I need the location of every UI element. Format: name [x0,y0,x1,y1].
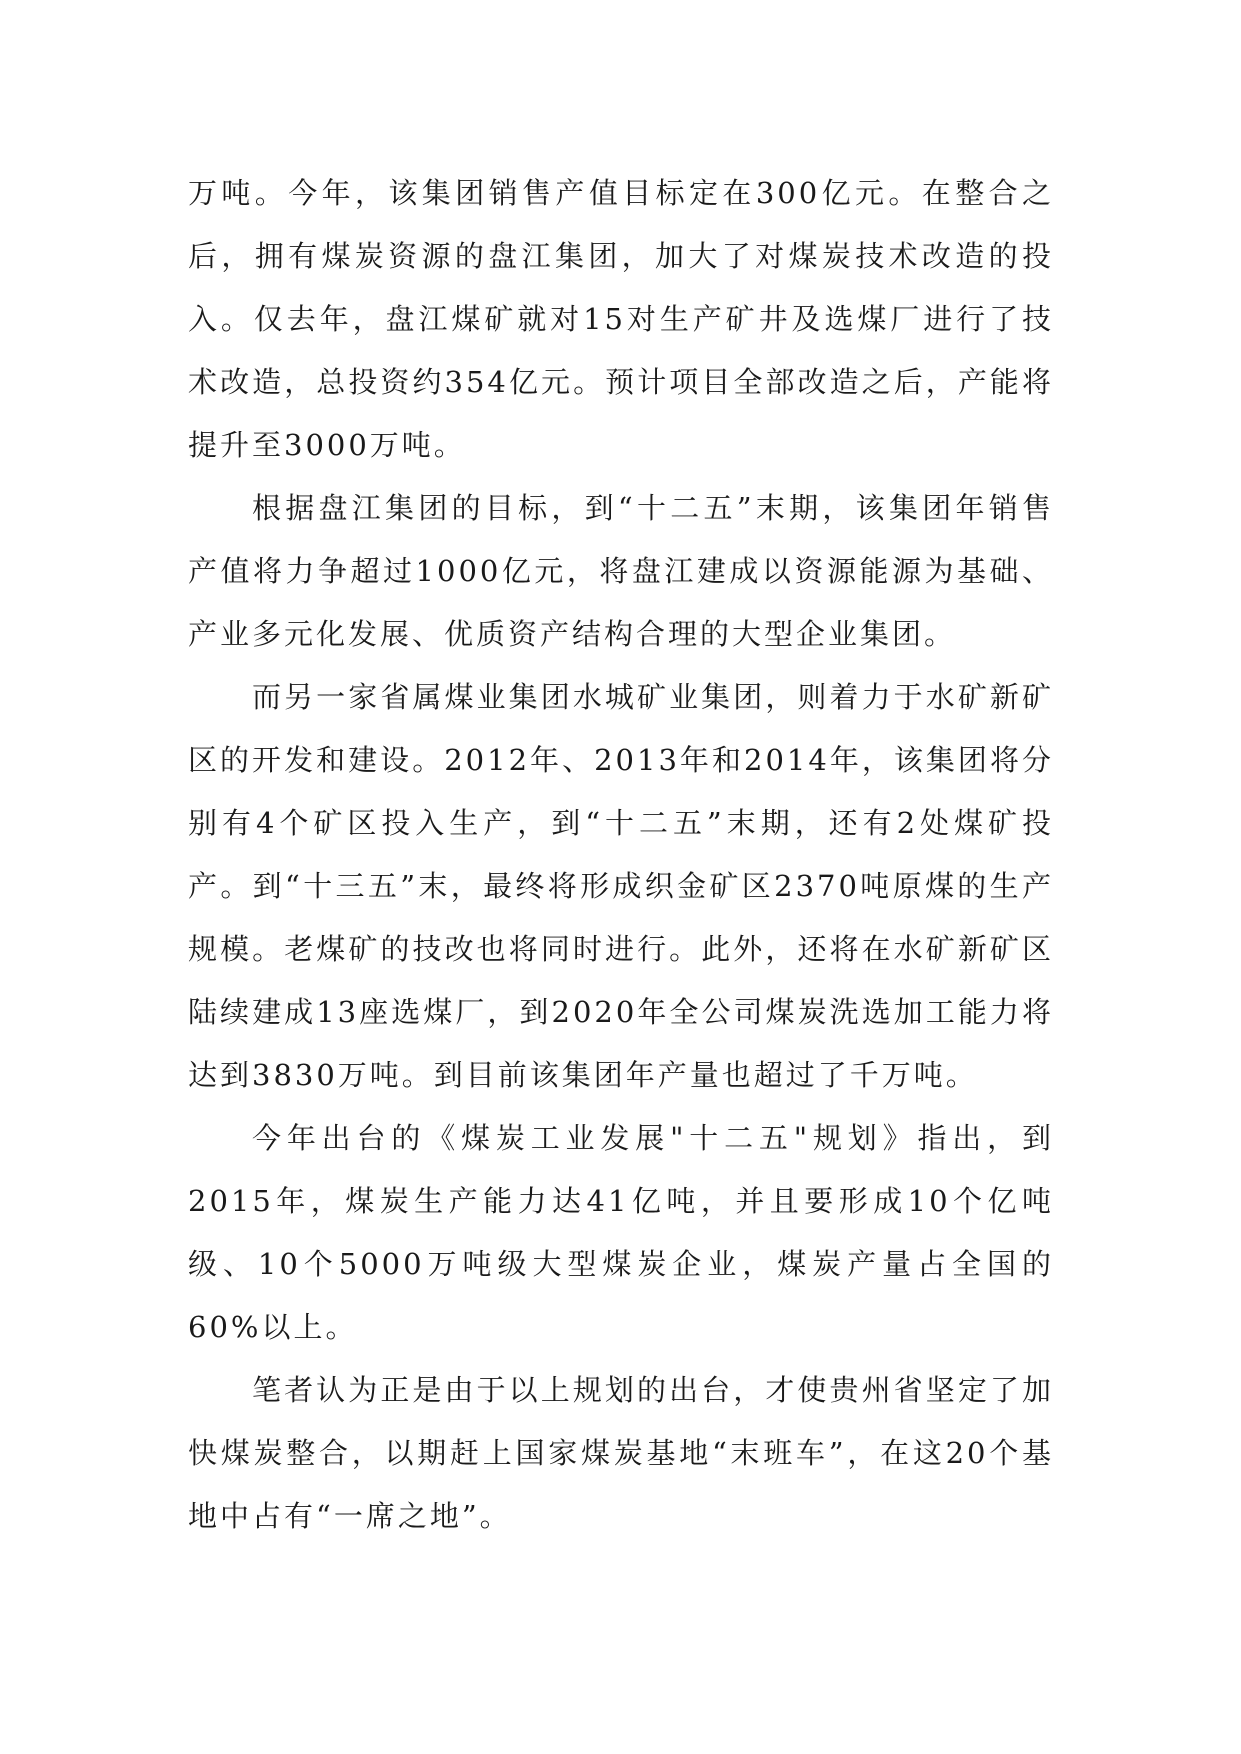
paragraph-5: 笔者认为正是由于以上规划的出台，才使贵州省坚定了加快煤炭整合，以期赶上国家煤炭基地“末班车”，在这20个基地中占有“一席之地”。 [188,1373,1054,1533]
article-body [188,162,1054,1548]
paragraph-2: 根据盘江集团的目标，到“十二五”末期，该集团年销售产值将力争超过1000亿元，将盘江建成以资源能源为基础、产业多元化发展、优质资产结构合理的大型企业集团。 [188,491,1054,651]
paragraph-3: 而另一家省属煤业集团水城矿业集团，则着力于水矿新矿区的开发和建设。2012年、2013年和2014年，该集团将分别有4个矿区投入生产，到“十二五”末期，还有2处煤矿投产。到“十三五”末，最终将形成织金矿区2370吨原煤的生产规模。老煤矿的技改也将同时进行。此外，还将在水矿新矿区陆续建成13座选煤厂，到2020年全公司煤炭洗选加工能力将达到3830万吨。到目前该集团年产量也超过了千万吨。 [188,680,1054,1092]
paragraph-4: 今年出台的《煤炭工业发展"十二五"规划》指出，到2015年，煤炭生产能力达41亿吨，并且要形成10个亿吨级、10个5000万吨级大型煤炭企业，煤炭产量占全国的60%以上。 [188,1121,1054,1344]
paragraph-1: 万吨。今年，该集团销售产值目标定在300亿元。在整合之后，拥有煤炭资源的盘江集团，加大了对煤炭技术改造的投入。仅去年，盘江煤矿就对15对生产矿井及选煤厂进行了技术改造，总投资约354亿元。预计项目全部改造之后，产能将提升至3000万吨。 [188,176,1054,462]
